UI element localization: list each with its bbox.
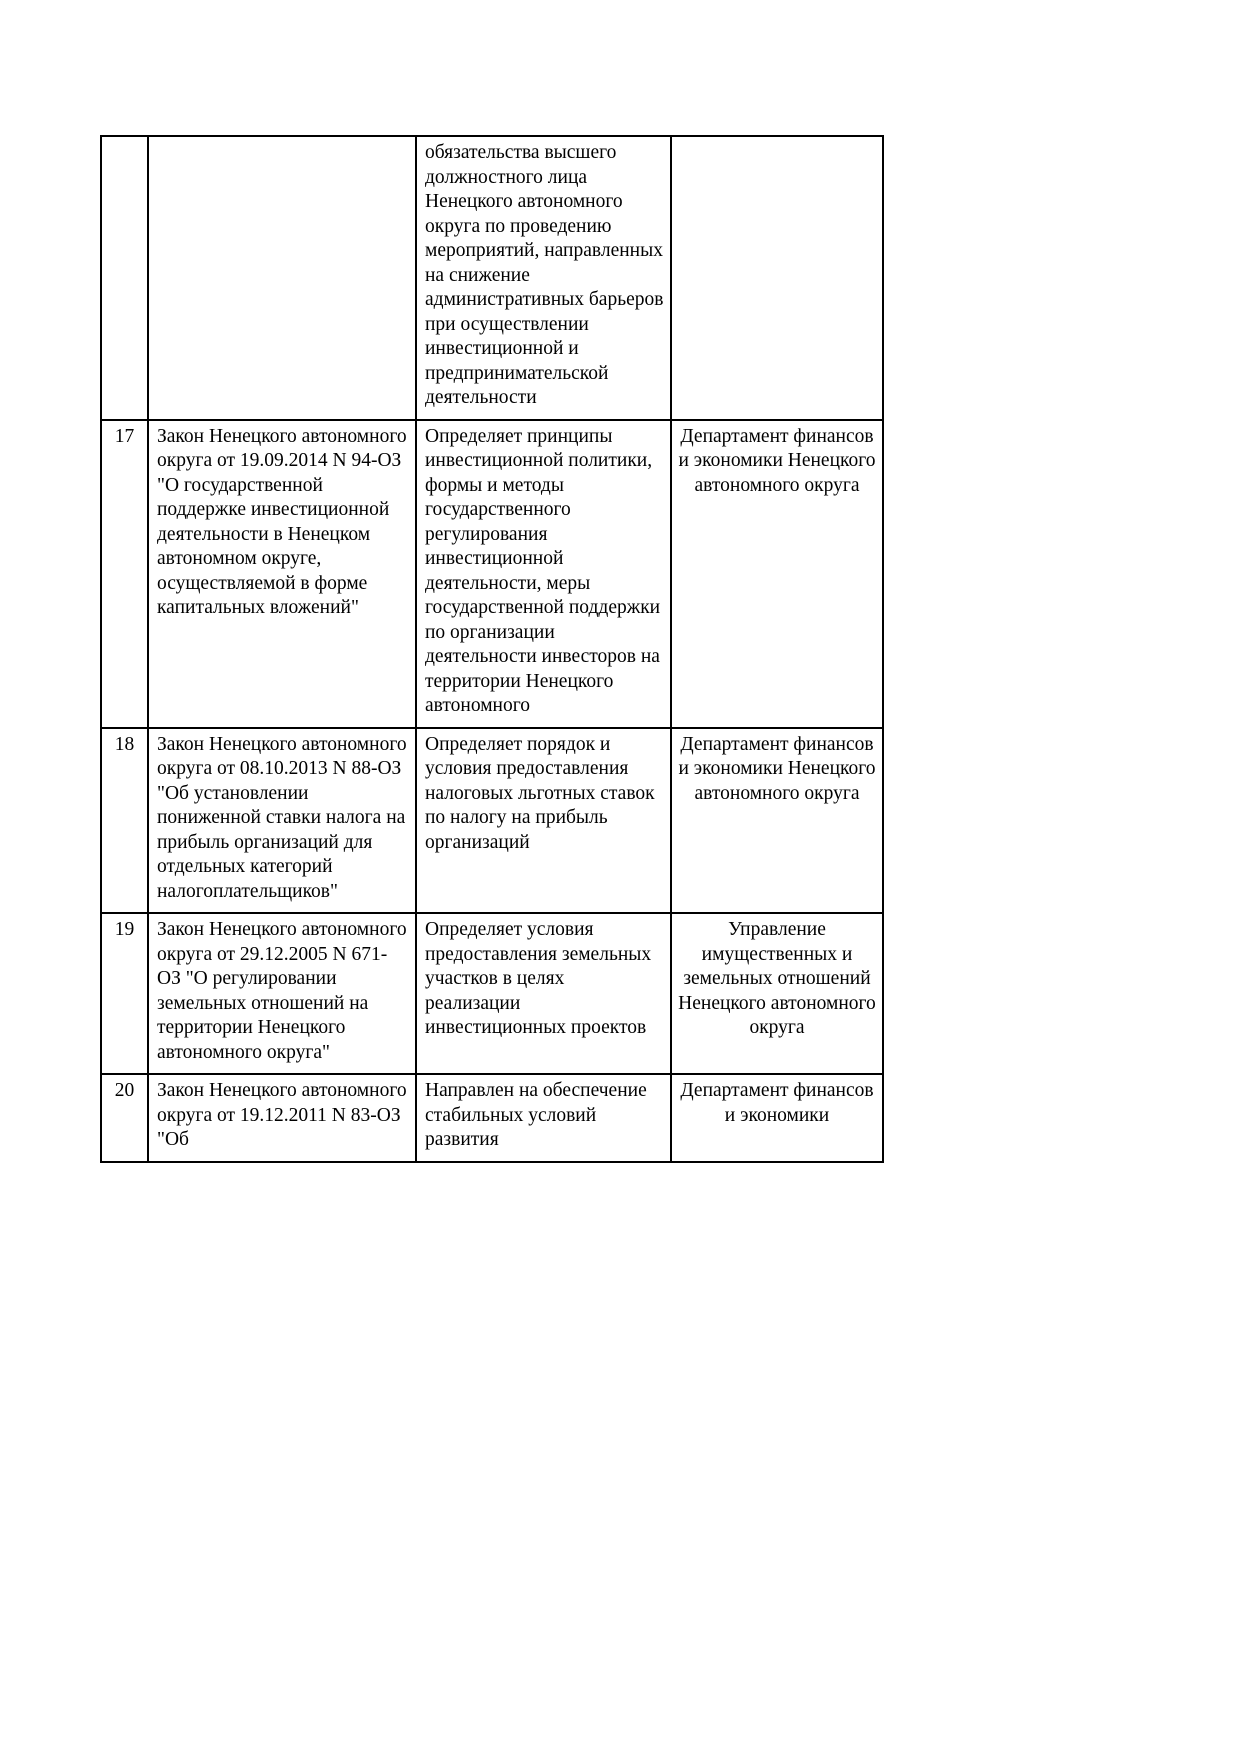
table-row: [101, 420, 883, 728]
description-cell: Определяет порядок и условия предоставления налоговых льготных ставок по налогу на прибыль организаций: [416, 728, 671, 914]
table-row: [101, 1074, 883, 1162]
law-title-cell: Закон Ненецкого автономного округа от 19.09.2014 N 94-ОЗ "О государственной поддержке инвестиционной деятельности в Ненецком автономном округе, осуществляемой в форме капитальных вложений": [148, 420, 416, 728]
row-number-cell: [101, 136, 148, 420]
row-number-cell: 17: [101, 420, 148, 728]
department-cell: Управление имущественных и земельных отношений Ненецкого автономного округа: [671, 913, 883, 1074]
department-cell: Департамент финансов и экономики: [671, 1074, 883, 1162]
table-row: [101, 728, 883, 914]
description-cell: Определяет принципы инвестиционной политики, формы и методы государственного регулирования инвестиционной деятельности, меры государственной поддержки по организации деятельности инвесторов на территории Ненецкого автономного: [416, 420, 671, 728]
row-number-cell: 18: [101, 728, 148, 914]
legal-acts-table: [100, 135, 884, 1163]
description-cell: Определяет условия предоставления земельных участков в целях реализации инвестиционных проектов: [416, 913, 671, 1074]
description-cell: обязательства высшего должностного лица Ненецкого автономного округа по проведению мероприятий, направленных на снижение административных барьеров при осуществлении инвестиционной и предпринимательской деятельности: [416, 136, 671, 420]
department-cell: [671, 136, 883, 420]
law-title-cell: Закон Ненецкого автономного округа от 19.12.2011 N 83-ОЗ "Об: [148, 1074, 416, 1162]
row-number-cell: 20: [101, 1074, 148, 1162]
department-cell: Департамент финансов и экономики Ненецкого автономного округа: [671, 728, 883, 914]
description-cell: Направлен на обеспечение стабильных условий развития: [416, 1074, 671, 1162]
row-number-cell: 19: [101, 913, 148, 1074]
law-title-cell: [148, 136, 416, 420]
table-row: [101, 136, 883, 420]
law-title-cell: Закон Ненецкого автономного округа от 08.10.2013 N 88-ОЗ "Об установлении пониженной ставки налога на прибыль организаций для отдельных категорий налогоплательщиков": [148, 728, 416, 914]
law-title-cell: Закон Ненецкого автономного округа от 29.12.2005 N 671-ОЗ "О регулировании земельных отношений на территории Ненецкого автономного округа": [148, 913, 416, 1074]
department-cell: Департамент финансов и экономики Ненецкого автономного округа: [671, 420, 883, 728]
table-row: [101, 913, 883, 1074]
